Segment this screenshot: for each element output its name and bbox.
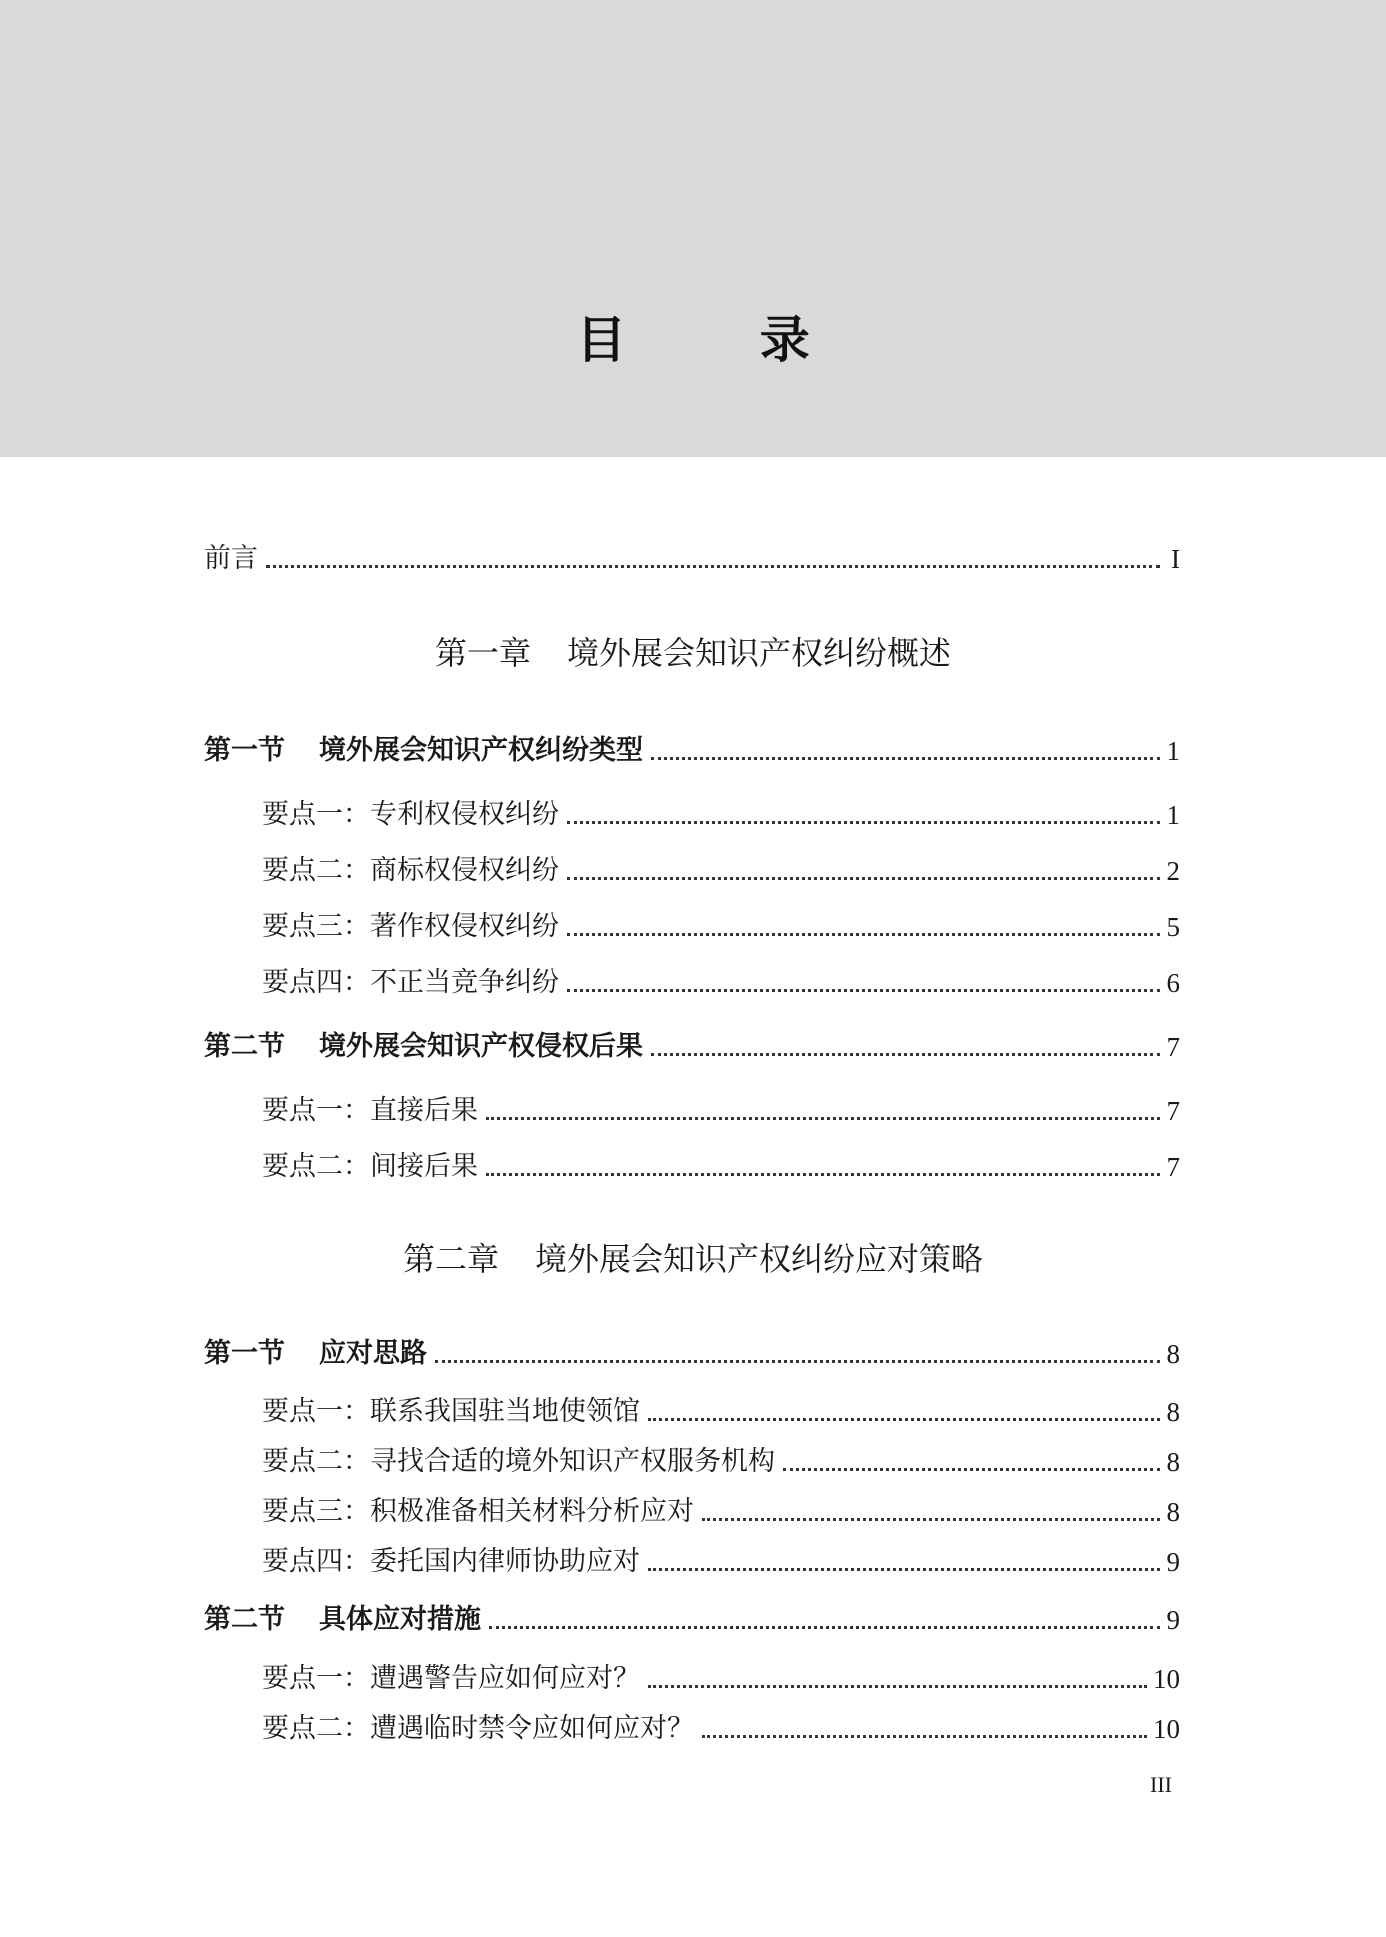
toc-page-number: 7 [1166,1032,1180,1062]
toc-entry-label: 要点三：积极准备相关材料分析应对 [262,1496,694,1527]
toc-entry-label: 要点四：委托国内律师协助应对 [262,1546,640,1577]
toc-page-number: 7 [1166,1152,1180,1182]
toc-point[interactable] [262,793,1180,833]
toc-entry-label: 前言 [204,543,258,574]
toc-page-number: 2 [1166,856,1180,886]
toc-page-number: 8 [1166,1339,1180,1369]
toc-entry-preface[interactable] [204,537,1180,577]
section-title: 应对思路 [319,1338,427,1369]
toc-point[interactable] [262,1490,1180,1530]
toc-page-number: 8 [1166,1447,1180,1477]
dot-leader [266,565,1160,568]
dot-leader [651,1053,1160,1056]
section-number: 第一节 [204,735,285,766]
dot-leader [486,1173,1160,1176]
toc-section[interactable] [204,729,1180,769]
toc-section[interactable] [204,1332,1180,1372]
toc-entry-label: 要点二：间接后果 [262,1151,478,1182]
toc-entry-label: 要点二：商标权侵权纠纷 [262,855,559,886]
page-number-folio: III [1150,1772,1172,1797]
toc-point[interactable] [262,1440,1180,1480]
toc-point[interactable] [262,1707,1180,1747]
dot-leader [567,877,1160,880]
toc-page-number: 8 [1166,1397,1180,1427]
dot-leader [648,1685,1147,1688]
dot-leader [567,989,1160,992]
toc-point[interactable] [262,1540,1180,1580]
section-title: 具体应对措施 [319,1604,481,1635]
toc-point[interactable] [262,1089,1180,1129]
toc-entry-label: 要点一：联系我国驻当地使领馆 [262,1396,640,1427]
toc-point[interactable] [262,849,1180,889]
chapter-heading [0,628,1386,674]
dot-leader [486,1117,1160,1120]
toc-section[interactable] [204,1598,1180,1638]
toc-page-number: 1 [1166,800,1180,830]
chapter-title: 境外展会知识产权纠纷概述 [567,634,952,672]
dot-leader [651,757,1160,760]
chapter-title: 境外展会知识产权纠纷应对策略 [535,1240,984,1278]
toc-page-number: I [1171,544,1180,574]
section-title: 境外展会知识产权纠纷类型 [319,735,643,766]
dot-leader [489,1626,1160,1629]
dot-leader [702,1518,1160,1521]
page-title: 目 录 [576,311,868,369]
toc-entry-label: 要点一：直接后果 [262,1095,478,1126]
toc-page-number: 9 [1166,1547,1180,1577]
toc-page-number: 5 [1166,912,1180,942]
toc-page-number: 10 [1153,1714,1180,1744]
toc-point[interactable] [262,905,1180,945]
toc-page-number: 7 [1166,1096,1180,1126]
dot-leader [702,1735,1147,1738]
dot-leader [435,1360,1160,1363]
dot-leader [648,1568,1160,1571]
toc-entry-label: 要点三：著作权侵权纠纷 [262,911,559,942]
toc-page-number: 6 [1166,968,1180,998]
toc-entry-label: 要点二：遭遇临时禁令应如何应对？ [262,1713,694,1744]
toc-point[interactable] [262,1390,1180,1430]
toc-page-number: 8 [1166,1497,1180,1527]
toc-section[interactable] [204,1025,1180,1065]
dot-leader [567,933,1160,936]
dot-leader [648,1418,1160,1421]
dot-leader [567,821,1160,824]
toc-point[interactable] [262,1145,1180,1185]
section-number: 第二节 [204,1604,285,1635]
toc-page-number: 10 [1153,1664,1180,1694]
toc-entry-label: 要点四：不正当竞争纠纷 [262,967,559,998]
chapter-number: 第二章 [402,1240,499,1278]
dot-leader [783,1468,1160,1471]
toc-entry-label: 要点二：寻找合适的境外知识产权服务机构 [262,1446,775,1477]
section-title: 境外展会知识产权侵权后果 [319,1031,643,1062]
toc-page-number: 1 [1166,736,1180,766]
toc-page-number: 9 [1166,1605,1180,1635]
section-number: 第一节 [204,1338,285,1369]
toc-point[interactable] [262,1657,1180,1697]
section-number: 第二节 [204,1031,285,1062]
toc-entry-label: 要点一：专利权侵权纠纷 [262,799,559,830]
toc-entry-label: 要点一：遭遇警告应如何应对？ [262,1663,640,1694]
toc-point[interactable] [262,961,1180,1001]
chapter-number: 第一章 [434,634,531,672]
chapter-heading [0,1234,1386,1280]
